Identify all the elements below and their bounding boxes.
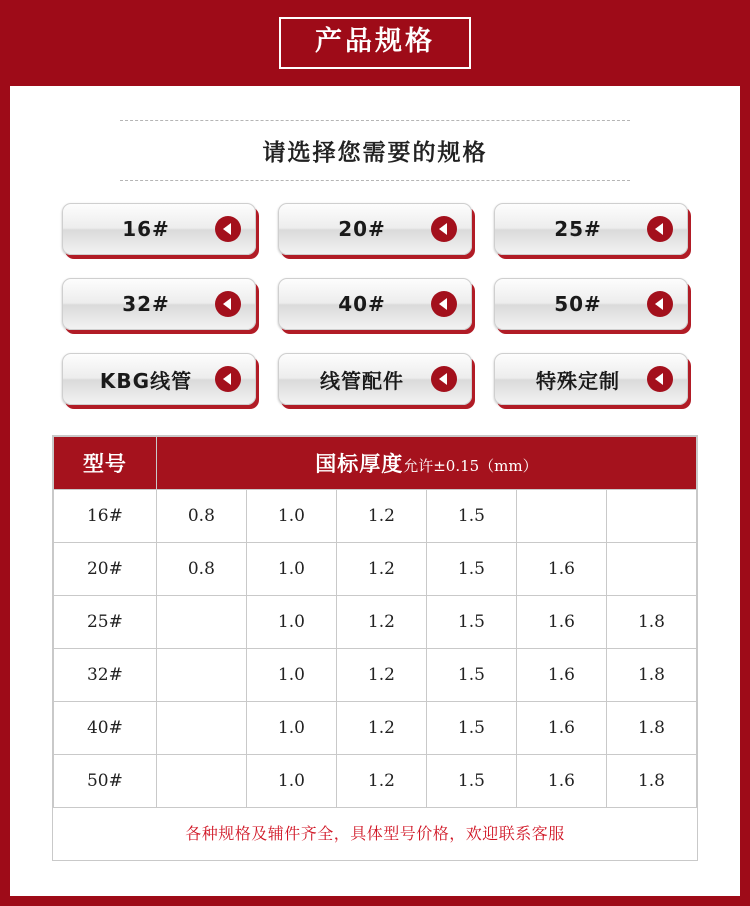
spec-button-32[interactable] [62, 278, 256, 330]
cell-value: 1.5 [426, 490, 516, 543]
cell-value: 1.0 [246, 596, 336, 649]
divider-bottom [120, 180, 630, 181]
play-arrow-icon [215, 216, 241, 242]
cell-value: 1.0 [246, 490, 336, 543]
spec-button-grid [10, 203, 740, 405]
cell-value [156, 596, 246, 649]
cell-value [606, 490, 696, 543]
cell-value [606, 543, 696, 596]
cell-value: 1.0 [246, 755, 336, 808]
subtitle-section [10, 120, 740, 181]
cell-value [156, 702, 246, 755]
table-header-row [54, 437, 697, 490]
cell-value: 0.8 [156, 490, 246, 543]
cell-value: 1.2 [336, 490, 426, 543]
table-row [54, 649, 697, 702]
cell-model: 25# [54, 596, 157, 649]
play-arrow-icon [647, 291, 673, 317]
cell-value: 1.2 [336, 543, 426, 596]
table-row [54, 596, 697, 649]
spec-button-label: 特殊定制 [536, 368, 620, 393]
cell-value: 1.0 [246, 543, 336, 596]
spec-button-label: 线管配件 [320, 368, 404, 393]
spec-button-custom[interactable] [494, 353, 688, 405]
cell-value: 1.6 [516, 702, 606, 755]
header-thickness-unit: 允许±0.15（mm） [403, 457, 538, 475]
cell-value: 1.6 [516, 543, 606, 596]
cell-value: 1.2 [336, 596, 426, 649]
spec-button-label: 20# [338, 217, 386, 241]
page-title: 产品规格 [279, 17, 471, 69]
spec-button-label: KBG线管 [99, 368, 193, 393]
play-arrow-icon [431, 366, 457, 392]
cell-value: 1.6 [516, 596, 606, 649]
cell-value: 1.5 [426, 649, 516, 702]
spec-button-label: 32# [122, 292, 170, 316]
spec-button-label: 16# [122, 217, 170, 241]
spec-button-25[interactable] [494, 203, 688, 255]
cell-model: 40# [54, 702, 157, 755]
header-thickness-main: 国标厚度 [315, 451, 404, 476]
spec-button-label: 25# [554, 217, 602, 241]
cell-value: 1.5 [426, 543, 516, 596]
cell-value: 1.8 [606, 755, 696, 808]
cell-value: 1.2 [336, 755, 426, 808]
spec-button-label: 50# [554, 292, 602, 316]
cell-model: 16# [54, 490, 157, 543]
spec-button-kbg-conduit[interactable] [62, 353, 256, 405]
cell-value: 1.2 [336, 702, 426, 755]
play-arrow-icon [647, 366, 673, 392]
cell-value: 1.5 [426, 596, 516, 649]
cell-value: 1.8 [606, 649, 696, 702]
header-thickness [156, 437, 696, 490]
spec-button-40[interactable] [278, 278, 472, 330]
cell-model: 20# [54, 543, 157, 596]
play-arrow-icon [647, 216, 673, 242]
table-row [54, 755, 697, 808]
cell-value: 1.0 [246, 649, 336, 702]
spec-table [53, 436, 697, 808]
spec-table-container [52, 435, 698, 861]
table-row [54, 543, 697, 596]
cell-value: 1.5 [426, 755, 516, 808]
play-arrow-icon [215, 291, 241, 317]
cell-value [156, 755, 246, 808]
cell-value: 1.2 [336, 649, 426, 702]
cell-model: 50# [54, 755, 157, 808]
table-row [54, 702, 697, 755]
play-arrow-icon [431, 291, 457, 317]
spec-button-16[interactable] [62, 203, 256, 255]
cell-value: 1.6 [516, 755, 606, 808]
spec-button-conduit-accessories[interactable] [278, 353, 472, 405]
cell-value [516, 490, 606, 543]
play-arrow-icon [215, 366, 241, 392]
cell-value: 1.5 [426, 702, 516, 755]
cell-model: 32# [54, 649, 157, 702]
table-footnote: 各种规格及辅件齐全，具体型号价格，欢迎联系客服 [185, 824, 565, 843]
subtitle-text: 请选择您需要的规格 [262, 140, 488, 166]
spec-button-50[interactable] [494, 278, 688, 330]
spec-button-label: 40# [338, 292, 386, 316]
cell-value: 1.0 [246, 702, 336, 755]
page-header [0, 0, 750, 86]
cell-value [156, 649, 246, 702]
cell-value: 1.6 [516, 649, 606, 702]
cell-value: 0.8 [156, 543, 246, 596]
header-model: 型号 [54, 437, 157, 490]
cell-value: 1.8 [606, 702, 696, 755]
play-arrow-icon [431, 216, 457, 242]
table-row [54, 490, 697, 543]
spec-button-20[interactable] [278, 203, 472, 255]
cell-value: 1.8 [606, 596, 696, 649]
